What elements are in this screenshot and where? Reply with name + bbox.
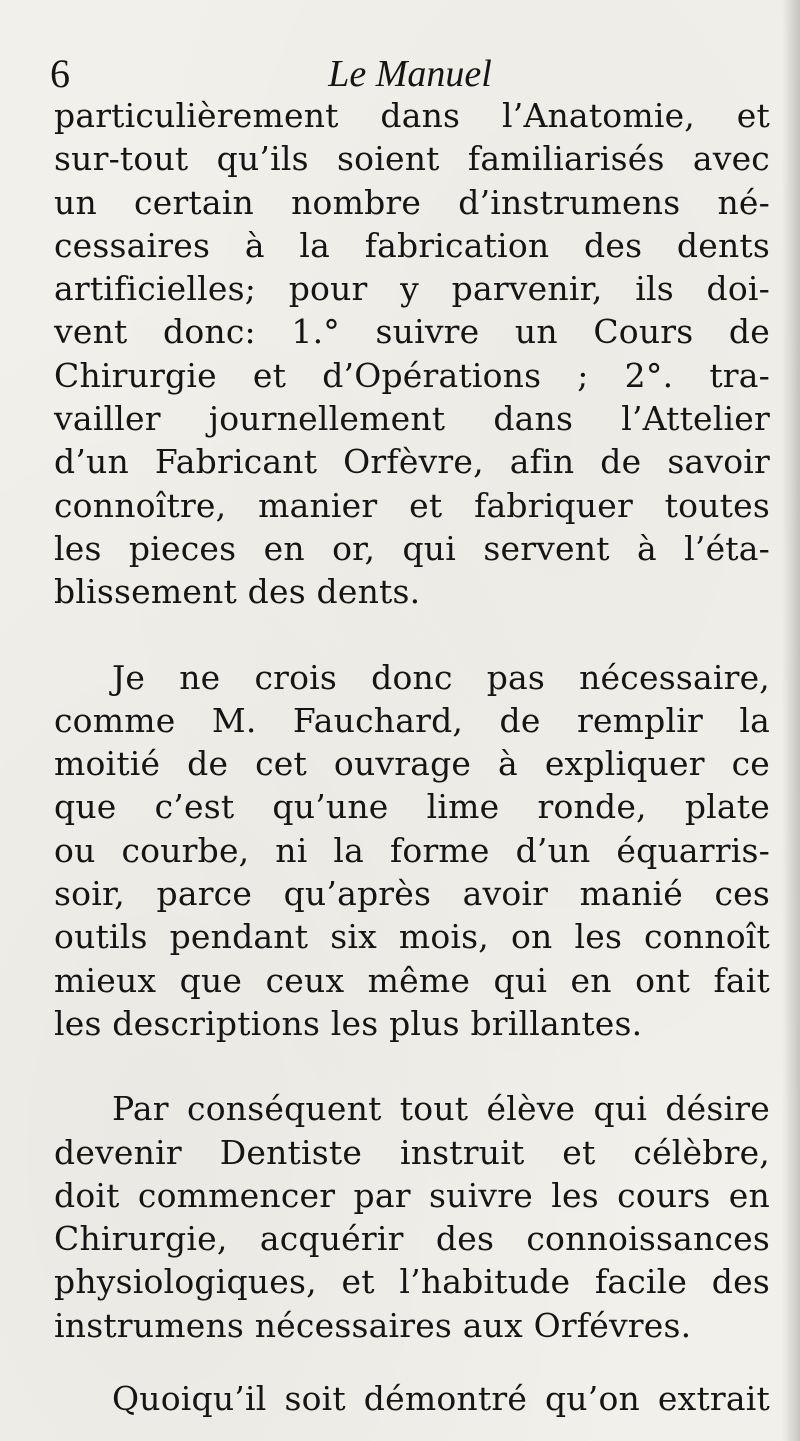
text-line: soir, parce qu’après avoir manié ces bbox=[54, 874, 770, 914]
text-line: les descriptions les plus brillantes. bbox=[54, 1003, 643, 1043]
text-line: physiologiques, et l’habitude facile des bbox=[54, 1262, 770, 1302]
text-line: ou courbe, ni la forme d’un équarris- bbox=[54, 830, 770, 870]
running-head bbox=[50, 48, 770, 100]
text-line: Quoiqu’il soit démontré qu’on extrait bbox=[112, 1379, 770, 1419]
text-line: Chirurgie, acquérir des connoissances bbox=[54, 1219, 770, 1259]
text-line: les pieces en or, qui servent à l’éta- bbox=[54, 528, 770, 568]
text-line: d’un Fabricant Orfèvre, afin de savoir bbox=[54, 442, 770, 482]
text-line: devenir Dentiste instruit et célèbre, bbox=[54, 1132, 770, 1172]
page-edge-shadow bbox=[782, 0, 800, 1441]
text-line: connoître, manier et fabriquer toutes bbox=[54, 485, 770, 525]
text-line: comme M. Fauchard, de remplir la bbox=[54, 700, 770, 740]
text-line: Je ne crois donc pas nécessaire, bbox=[112, 657, 770, 697]
paragraph bbox=[54, 656, 770, 1046]
text-line: que c’est qu’une lime ronde, plate bbox=[54, 787, 770, 827]
text-line: vailler journellement dans l’Attelier bbox=[54, 399, 770, 439]
page-number: 6 bbox=[50, 51, 70, 96]
text-line: particulièrement dans l’Anatomie, et bbox=[54, 96, 770, 135]
text-line: moitié de cet ouvrage à expliquer ce bbox=[54, 744, 770, 784]
text-line: artificielles; pour y parvenir, ils doi- bbox=[54, 269, 770, 309]
text-line: outils pendant six mois, on les connoît bbox=[54, 917, 770, 957]
text-line: Par conséquent tout élève qui désire bbox=[112, 1089, 770, 1129]
text-line: instrumens nécessaires aux Orfévres. bbox=[54, 1305, 692, 1345]
paragraph bbox=[54, 94, 770, 614]
paragraph-spacer bbox=[54, 1045, 770, 1087]
paragraph-spacer bbox=[54, 1347, 770, 1377]
running-title: Le Manuel bbox=[328, 53, 492, 95]
paragraph bbox=[54, 1377, 770, 1420]
paragraph bbox=[54, 1087, 770, 1347]
text-line: un certain nombre d’instrumens né- bbox=[54, 182, 770, 222]
paragraph-spacer bbox=[54, 614, 770, 656]
text-line: sur-tout qu’ils soient familiarisés avec bbox=[54, 139, 770, 179]
text-line: doit commencer par suivre les cours en bbox=[54, 1175, 770, 1215]
text-line: cessaires à la fabrication des dents bbox=[54, 225, 770, 265]
body-text bbox=[54, 94, 770, 1420]
text-line: vent donc: 1.° suivre un Cours de bbox=[54, 312, 770, 352]
text-line: Chirurgie et d’Opérations ; 2°. tra- bbox=[54, 355, 770, 395]
text-line: mieux que ceux même qui en ont fait bbox=[54, 960, 770, 1000]
text-line: blissement des dents. bbox=[54, 572, 421, 612]
